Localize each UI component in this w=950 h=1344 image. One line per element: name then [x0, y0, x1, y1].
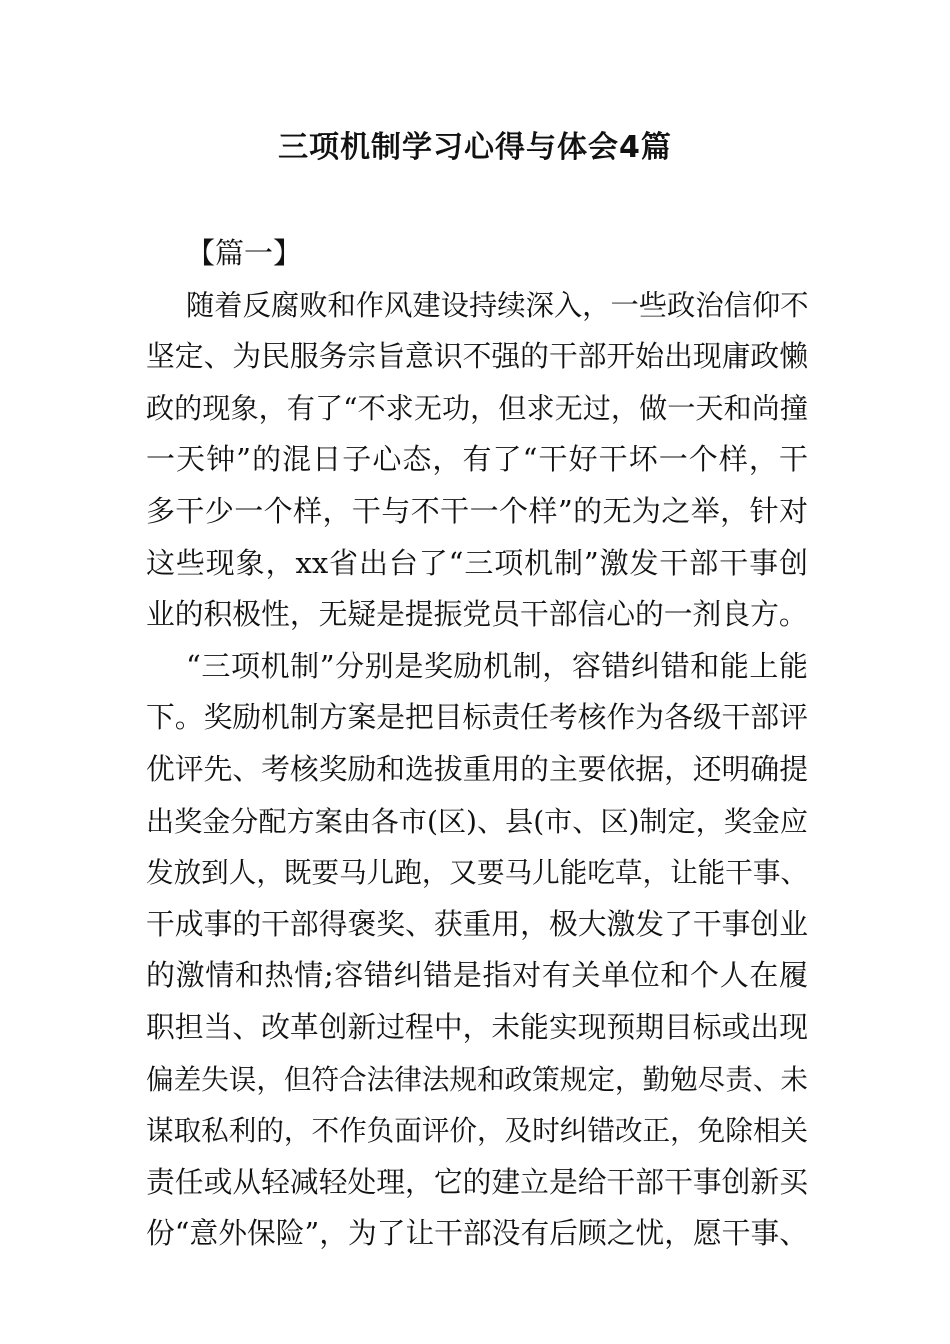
paragraph-line: 政的现象，有了“不求无功，但求无过，做一天和尚撞 [146, 391, 808, 425]
paragraph-line: 多干少一个样，干与不干一个样”的无为之举，针对 [146, 493, 808, 528]
paragraph-line: 这些现象，xx省出台了“三项机制”激发干部干事创 [146, 545, 808, 580]
paragraph-line: 的激情和热情;容错纠错是指对有关单位和个人在履 [146, 958, 808, 993]
paragraph-line: 谋取私利的，不作负面评价，及时纠错改正，免除相关 [146, 1114, 808, 1148]
paragraph-line: 职担当、改革创新过程中，未能实现预期目标或出现 [146, 1009, 808, 1044]
paragraph-line: 随着反腐败和作风建设持续深入，一些政治信仰不 [186, 288, 809, 322]
paragraph-line: 责任或从轻减轻处理，它的建立是给干部干事创新买 [146, 1164, 808, 1199]
paragraph-line: 份“意外保险”，为了让干部没有后顾之忧，愿干事、 [146, 1216, 808, 1251]
paragraph-line: 业的积极性，无疑是提振党员干部信心的一剂良方。 [146, 597, 808, 632]
paragraph-line: 下。奖励机制方案是把目标责任考核作为各级干部评 [146, 700, 808, 735]
paragraph-line: 干成事的干部得褒奖、获重用，极大激发了干事创业 [146, 906, 808, 941]
paragraph-line: 偏差失误，但符合法律法规和政策规定，勤勉尽责、未 [146, 1062, 808, 1096]
document-body [146, 228, 808, 1260]
paragraph-line: 一天钟”的混日子心态，有了“干好干坏一个样，干 [146, 442, 808, 477]
paragraph-line: 出奖金分配方案由各市(区)、县(市、区)制定，奖金应 [146, 804, 808, 838]
paragraph-line: 优评先、考核奖励和选拔重用的主要依据，还明确提 [146, 751, 808, 786]
paragraph-line: 发放到人，既要马儿跑，又要马儿能吃草，让能干事、 [146, 856, 808, 890]
document-title: 三项机制学习心得与体会4篇 [278, 130, 672, 165]
paragraph-line: 坚定、为民服务宗旨意识不强的干部开始出现庸政懒 [146, 339, 808, 374]
paragraph-line: “三项机制”分别是奖励机制，容错纠错和能上能 [186, 648, 808, 683]
section-heading: 【篇一】 [186, 236, 303, 270]
